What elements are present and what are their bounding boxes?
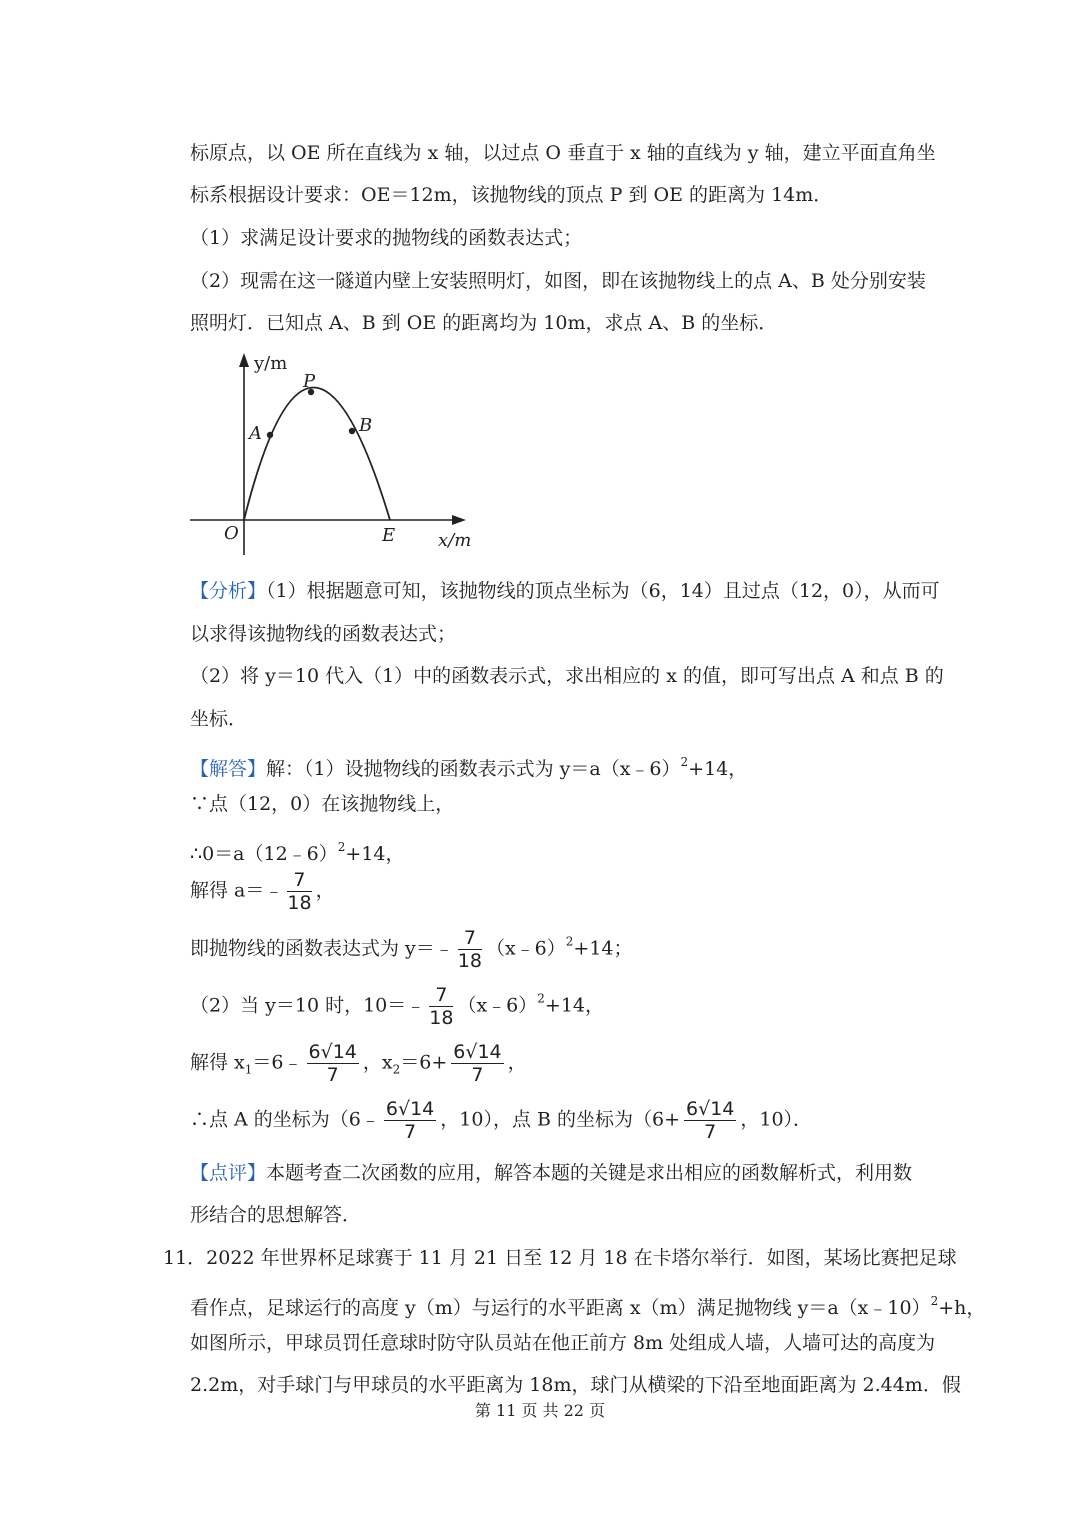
comment-line-1: 【点评】本题考查二次函数的应用，解答本题的关键是求出相应的函数解析式，利用数 — [190, 1162, 913, 1184]
solution-line-3: ∴0＝a（12﹣6）$^2$+14， — [190, 840, 405, 865]
point-a — [267, 432, 273, 438]
solution-line-4: 解得 a＝﹣ $\frac{7}{18}$ ， — [190, 869, 335, 914]
comment-tag: 【点评】 — [190, 1162, 267, 1184]
analysis-line-3: （2）将 y＝10 代入（1）中的函数表示式，求出相应的 x 的值，即可写出点 A 和点 B 的 — [190, 665, 944, 687]
label-o: O — [224, 523, 239, 544]
comment-line-2: 形结合的思想解答． — [190, 1204, 362, 1226]
fraction: $\frac{6√14}{7}$ — [308, 1041, 357, 1086]
solution-line-1: 【解答】解：（1）设抛物线的函数表示式为 y＝a（x﹣6）$^2$+14， — [190, 755, 748, 780]
question-1: （1）求满足设计要求的抛物线的函数表达式； — [190, 227, 583, 249]
solution-line-6: （2）当 y＝10 时，10＝﹣ $\frac{7}{18}$ （x﹣6）$^2$+14， — [190, 984, 605, 1029]
fraction: $\frac{6√14}{7}$ — [453, 1041, 502, 1086]
analysis-line-4: 坐标． — [190, 708, 248, 730]
question-2-line-2: 照明灯．已知点 A、B 到 OE 的距离均为 10m，求点 A、B 的坐标． — [190, 312, 778, 334]
fraction: $\frac{7}{18}$ — [457, 927, 482, 972]
y-axis-arrow — [239, 353, 249, 367]
x-axis-label: x/m — [438, 530, 472, 551]
intro-line-2: 标系根据设计要求：OE＝12m，该抛物线的顶点 P 到 OE 的距离为 14m． — [190, 184, 833, 206]
problem-11-line-4: 2.2m，对手球门与甲球员的水平距离为 18m，球门从横梁的下沿至地面距离为 2.44m．假 — [190, 1374, 961, 1396]
fraction: $\frac{6√14}{7}$ — [385, 1098, 435, 1143]
page-footer: 第 11 页 共 22 页 — [474, 1401, 606, 1420]
label-e: E — [382, 525, 396, 546]
solution-tag: 【解答】 — [190, 758, 267, 780]
fraction: $\frac{6√14}{7}$ — [686, 1098, 735, 1143]
parabola-figure — [180, 345, 490, 560]
intro-line-1: 标原点，以 OE 所在直线为 x 轴，以过点 O 垂直于 x 轴的直线为 y 轴，建立平面直角坐 — [190, 142, 936, 164]
x-axis-arrow — [452, 515, 466, 525]
problem-11-line-3: 如图所示，甲球员罚任意球时防守队员站在他正前方 8m 处组成人墙，人墙可达的高度为 — [190, 1332, 936, 1354]
analysis-tag: 【分析】 — [190, 580, 267, 602]
label-b: B — [359, 415, 373, 436]
analysis-line-2: 以求得该抛物线的函数表达式； — [190, 623, 457, 645]
solution-line-7: 解得 $x_1=6﹣$ $\frac{6√14}{7}$ ，$x_2=6+$ $\frac{6√14}{7}$ ， — [190, 1041, 527, 1086]
fraction: $\frac{7}{18}$ — [287, 869, 312, 914]
label-p: P — [303, 371, 316, 392]
parabola-curve — [244, 388, 390, 521]
y-axis-label: y/m — [254, 353, 288, 374]
point-b — [349, 428, 355, 434]
label-a: A — [249, 423, 262, 444]
fraction: $\frac{7}{18}$ — [429, 984, 454, 1029]
analysis-line-1: 【分析】（1）根据题意可知，该抛物线的顶点坐标为（6，14）且过点（12，0），从而可 — [190, 580, 940, 602]
solution-line-8: ∴点 A 的坐标为（6﹣ $\frac{6√14}{7}$ ，10），点 B 的坐标为（6+ $\frac{6√14}{7}$ ，10）． — [190, 1098, 813, 1143]
question-2-line-1: （2）现需在这一隧道内壁上安装照明灯，如图，即在该抛物线上的点 A、B 处分别安装 — [190, 270, 926, 292]
solution-line-5: 即抛物线的函数表达式为 y＝﹣ $\frac{7}{18}$ （x﹣6）$^2$+14； — [190, 927, 633, 972]
solution-line-2: ∵点（12，0）在该抛物线上， — [190, 793, 455, 815]
problem-11-line-2: 看作点，足球运行的高度 y（m）与运行的水平距离 x（m）满足抛物线 y＝a（x﹣10）$^2$+h， — [190, 1294, 986, 1319]
problem-11-line-1: 11．2022 年世界杯足球赛于 11 月 21 日至 12 月 18 在卡塔尔举行．如图，某场比赛把足球 — [163, 1247, 957, 1269]
